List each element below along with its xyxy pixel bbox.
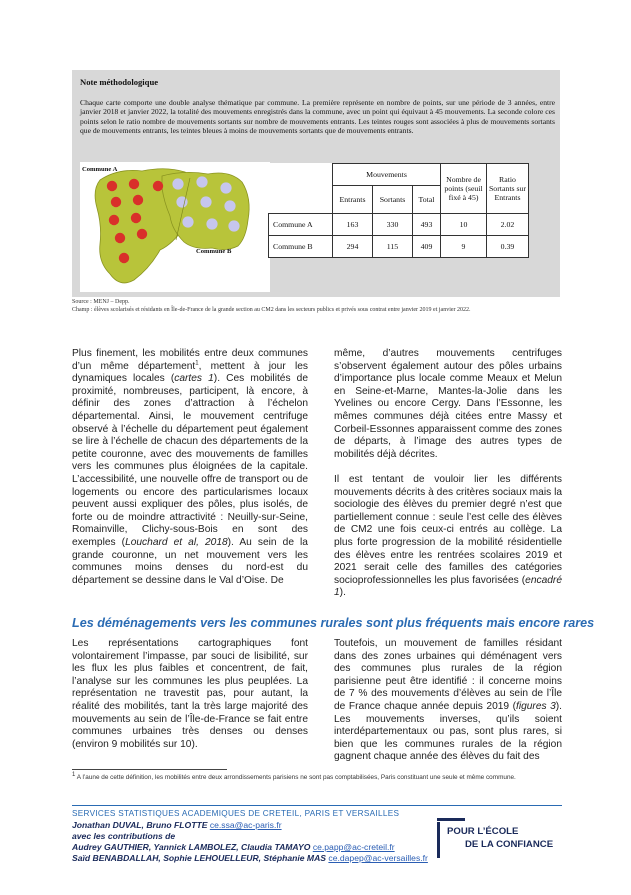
header-entrants: Entrants xyxy=(333,186,373,214)
citation: Louchard et al, 2018 xyxy=(125,536,228,548)
cell-total: 493 xyxy=(413,214,441,236)
methodology-note xyxy=(72,70,560,297)
source-note xyxy=(72,299,562,314)
footer-authors-line: Audrey GAUTHIER, Yannick LAMBOLEZ, Claudia TAMAYO ce.papp@ac-creteil.fr xyxy=(72,842,395,852)
right-column-1 xyxy=(334,348,562,600)
footer-authors-line: Saïd BENABDALLAH, Sophie LEHOUELLEUR, Stéphanie MAS ce.dapep@ac-versailles.fr xyxy=(72,853,428,863)
email-link[interactable]: ce.papp@ac-creteil.fr xyxy=(312,842,395,852)
blue-dot xyxy=(182,216,193,227)
footer-contrib-line: avec les contributions de xyxy=(72,831,176,841)
cell-points: 10 xyxy=(441,214,487,236)
left-column-1 xyxy=(72,348,308,587)
footnote-divider xyxy=(72,769,227,770)
footer-authors-line: Jonathan DUVAL, Bruno FLOTTE ce.ssa@ac-paris.fr xyxy=(72,820,282,830)
mobility-table xyxy=(268,163,529,258)
section-heading: Les déménagements vers les communes rurales sont plus fréquents mais encore rares xyxy=(72,616,595,630)
red-dot xyxy=(133,195,143,205)
header-sortants: Sortants xyxy=(373,186,413,214)
paragraph: même, d’autres mouvements centrifuges s’observent également autour des pôles urbains d’importance plus locale comme Meaux et Melun en Seine-et-Marne, Mantes-la-Jolie dans les Yvelines ou encore Cergy. Dans l’Essonne, les mêmes communes déjà citées entre Massy et Corbeil-Essonnes apparaissent comme des zones de départs, à l’image des autres types de mobilités déjà décrites. xyxy=(334,348,562,460)
left-column-2 xyxy=(72,638,308,751)
blue-dot xyxy=(176,196,187,207)
paragraph: Les représentations cartographiques font volontairement l’impasse, par souci de lisibilité, sur les flux les plus faibles et concentrent, de fait, l’analyse sur les communes les plus peuplées. La représentation ne travestit pas, pour autant, la réalité des mobilités, tant la très large majorité des mouvements au sein de l’Île-de-France se fait entre communes urbaines très denses ou denses (environ 9 mobilités sur 10). xyxy=(72,638,308,750)
cell-sortants: 115 xyxy=(373,236,413,258)
header-mouvements: Mouvements xyxy=(333,164,441,186)
cell-ratio: 2.02 xyxy=(487,214,529,236)
cell-entrants: 163 xyxy=(333,214,373,236)
blue-dot xyxy=(200,196,211,207)
row-commune: Commune B xyxy=(269,236,333,258)
email-link[interactable]: ce.ssa@ac-paris.fr xyxy=(209,820,282,830)
ecole-confiance-logo xyxy=(437,818,562,860)
logo-accent xyxy=(437,822,440,858)
cell-points: 9 xyxy=(441,236,487,258)
table-row xyxy=(269,214,529,236)
blue-dot xyxy=(220,182,231,193)
red-dot xyxy=(109,215,119,225)
footnote xyxy=(72,771,562,782)
figure-ref: figures 3 xyxy=(516,700,556,712)
red-dot xyxy=(129,179,139,189)
blue-dot xyxy=(228,220,239,231)
paragraph: Plus finement, les mobilités entre deux communes d’un même département$^1$, mettent à jour les dynamiques locales (cartes 1). Ces mobilités de proximité, nombreuses, participent, là encore, à définir des zones d’attraction à l’échelon départemental. Ainsi, le mouvement centrifuge observé à l’échelle du département peut également se lire à l’échelle de chacun des départements de la petite couronne, avec des mouvements de familles vers les communes plus éloignées de la capitale. L’accessibilité, une nouvelle offre de transport ou de logements ou encore des particularismes locaux peuvent aussi expliquer des pôles, plus isolés, de forte ou de moindre attractivité : Neuilly-sur-Seine, Romainville, Clichy-sous-Bois en sont des exemples (Louchard et al, 2018). Au sein de la grande couronne, un net mouvement vers les communes moins denses du nord-est du département se dessine dans le Val d’Oise. De xyxy=(72,348,308,586)
red-dot xyxy=(107,181,117,191)
map-label-commune-b: Commune B xyxy=(196,248,232,255)
red-dot xyxy=(111,197,121,207)
cell-entrants: 294 xyxy=(333,236,373,258)
footnote-ref[interactable]: 1 xyxy=(195,360,199,367)
table-row xyxy=(269,236,529,258)
paragraph: Toutefois, un mouvement de familles résidant dans des zones urbaines qui déménagent vers des communes plus rurales de la région parisienne peut être identifié : il concerne moins de 7 % des mouvements d’élèves au sein de l’Île de France chaque année depuis 2019 (figures 3). Les mouvements inverses, qu’ils soient interdépartementaux ou pas, sont plus rares, si bien que les communes rurales de la région gagnent chaque année des élèves du fait des xyxy=(334,638,562,763)
figure-ref: encadré 1 xyxy=(334,574,562,599)
footnote-text: A l’aune de cette définition, les mobilités entre deux arrondissements parisiens ne sont pas comptabilisées, Paris constituant une seule et même commune. xyxy=(75,774,516,781)
header-total: Total xyxy=(413,186,441,214)
red-dot xyxy=(153,181,163,191)
logo-accent xyxy=(437,818,465,821)
red-dot xyxy=(137,229,147,239)
cell-ratio: 0.39 xyxy=(487,236,529,258)
blue-dot xyxy=(172,178,183,189)
cell-sortants: 330 xyxy=(373,214,413,236)
note-title: Note méthodologique xyxy=(80,77,159,87)
blue-dot xyxy=(206,218,217,229)
blue-dot xyxy=(224,200,235,211)
email-link[interactable]: ce.dapep@ac-versailles.fr xyxy=(328,853,428,863)
row-commune: Commune A xyxy=(269,214,333,236)
header-points: Nombre de points (seuil fixé à 45) xyxy=(441,164,487,214)
source-line: Source : MENJ – Depp. xyxy=(72,299,130,305)
figure-ref: cartes 1 xyxy=(174,373,214,385)
header-ratio: Ratio Sortants sur Entrants xyxy=(487,164,529,214)
example-map-graphic xyxy=(80,162,270,292)
footnote-number: 1 xyxy=(72,771,76,778)
logo-line-1: POUR L’ÉCOLE xyxy=(447,826,519,837)
red-dot xyxy=(119,253,129,263)
map-label-commune-a: Commune A xyxy=(82,166,118,173)
footer-organization: SERVICES STATISTIQUES ACADEMIQUES DE CRETEIL, PARIS ET VERSAILLES xyxy=(72,809,400,818)
logo-line-2: DE LA CONFIANCE xyxy=(465,839,554,850)
example-map xyxy=(80,162,270,292)
footer-divider xyxy=(72,805,562,806)
right-column-2 xyxy=(334,638,562,764)
blue-dot xyxy=(196,176,207,187)
champ-line: Champ : élèves scolarisés et résidants en Île-de-France de la grande section au CM2 dans les secteurs publics et privés sous contrat entre janvier 2019 et janvier 2022. xyxy=(72,306,471,313)
cell-total: 409 xyxy=(413,236,441,258)
red-dot xyxy=(115,233,125,243)
note-body: Chaque carte comporte une double analyse thématique par commune. La première représente en nombre de points, sur une période de 3 années, entre janvier 2018 et janvier 2022, la totalité des mouvements enregistrés dans la commune, avec un point qui équivaut à 45 mouvements. La seconde colore ces points selon le ratio nombre de mouvements sortants sur nombre de mouvements entrants. Les teintes rouges sont associées à plus de mouvements sortants que de mouvements entrants, les teintes bleues à moins de mouvements sortants que de mouvements entrants. xyxy=(80,98,555,136)
red-dot xyxy=(131,213,141,223)
paragraph: Il est tentant de vouloir lier les différents mouvements décrits à des critères sociaux mais la sociologie des élèves du premier degré n’est que partiellement connue : seule l’est celle des élèves de CM2 une fois ceux-ci entrés au collège. La plus forte progression de la mobilité résidentielle des élèves entre les rentrées scolaires 2019 et 2021 serait celle des familles des catégories socioprofessionnelles les plus favorisées (encadré 1). xyxy=(334,473,562,599)
